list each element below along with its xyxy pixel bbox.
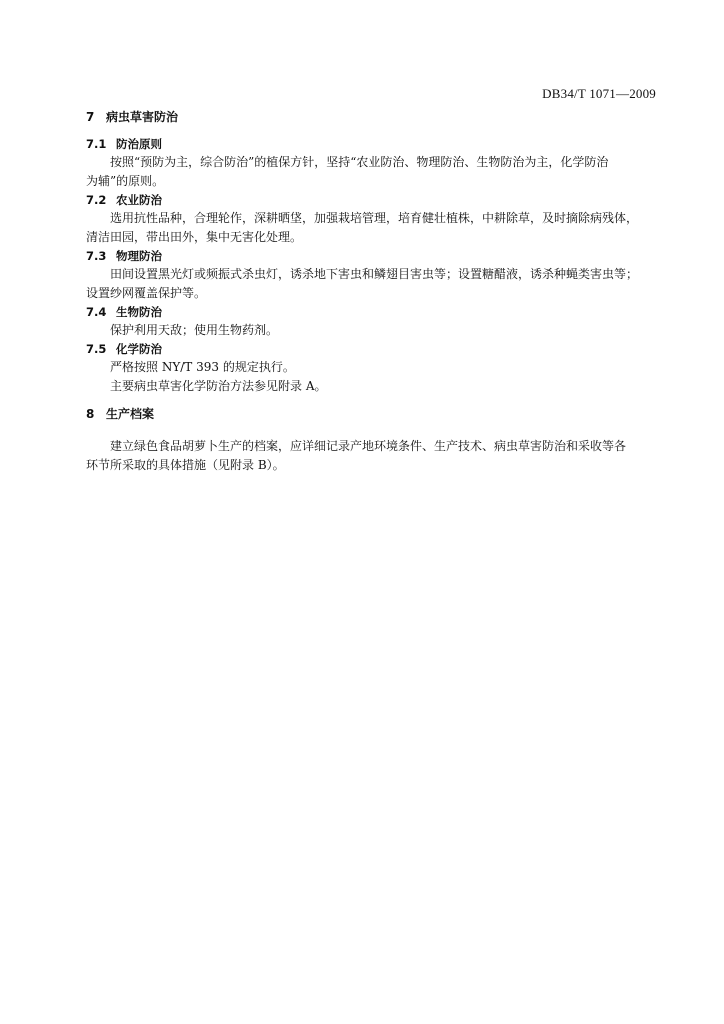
section-8-heading bbox=[86, 405, 656, 423]
section-number: 7.1 bbox=[86, 137, 107, 151]
section-number: 7.4 bbox=[86, 305, 107, 319]
section-7-3-heading bbox=[86, 247, 656, 265]
section-title: 物理防治 bbox=[116, 249, 162, 263]
section-title: 农业防治 bbox=[116, 193, 162, 207]
paragraph-line: 保护利用天敌；使用生物药剂。 bbox=[110, 323, 279, 337]
paragraph-line: 设置纱网覆盖保护等。 bbox=[86, 286, 207, 300]
document-code: DB34/T 1071—2009 bbox=[542, 86, 656, 101]
section-title: 化学防治 bbox=[116, 342, 162, 356]
section-7-1-paragraph bbox=[86, 153, 656, 191]
section-title: 防治原则 bbox=[116, 137, 162, 151]
section-title: 生产档案 bbox=[106, 407, 155, 421]
section-7-5-heading bbox=[86, 340, 656, 358]
paragraph-line: 为辅”的原则。 bbox=[86, 174, 165, 188]
section-7-4-paragraph bbox=[86, 321, 656, 340]
section-number: 7.3 bbox=[86, 249, 107, 263]
paragraph-line: 建立绿色食品胡萝卜生产的档案，应详细记录产地环境条件、生产技术、病虫草害防治和采收等各 bbox=[110, 439, 627, 453]
section-number: 7 bbox=[86, 110, 95, 124]
section-7-2-paragraph bbox=[86, 209, 656, 247]
section-7-3-paragraph bbox=[86, 265, 656, 303]
section-7-1-heading bbox=[86, 135, 656, 153]
section-7-4-heading bbox=[86, 303, 656, 321]
paragraph-line: 清洁田园，带出田外，集中无害化处理。 bbox=[86, 230, 303, 244]
section-7-2-heading bbox=[86, 191, 656, 209]
document-body bbox=[86, 108, 656, 475]
section-number: 7.5 bbox=[86, 342, 107, 356]
paragraph-line: 选用抗性品种，合理轮作，深耕晒垡，加强栽培管理，培育健壮植株，中耕除草，及时摘除病残体， bbox=[110, 211, 639, 225]
paragraph-line: 田间设置黑光灯或频振式杀虫灯，诱杀地下害虫和鳞翅目害虫等；设置糖醋液，诱杀种蝇类害虫等； bbox=[110, 267, 639, 281]
section-title: 生物防治 bbox=[116, 305, 162, 319]
paragraph-line: 严格按照 NY/T 393 的规定执行。 bbox=[110, 360, 295, 374]
paragraph-line: 主要病虫草害化学防治方法参见附录 A。 bbox=[110, 379, 327, 393]
paragraph-line: 环节所采取的具体措施（见附录 B）。 bbox=[86, 458, 285, 472]
paragraph-line: 按照“预防为主，综合防治”的植保方针，坚持“农业防治、物理防治、生物防治为主，化学防治 bbox=[110, 155, 609, 169]
section-number: 8 bbox=[86, 407, 95, 421]
section-number: 7.2 bbox=[86, 193, 107, 207]
section-8-paragraph bbox=[86, 437, 656, 475]
section-7-5-paragraph bbox=[86, 358, 656, 396]
section-title: 病虫草害防治 bbox=[106, 110, 179, 124]
section-7-heading bbox=[86, 108, 656, 126]
